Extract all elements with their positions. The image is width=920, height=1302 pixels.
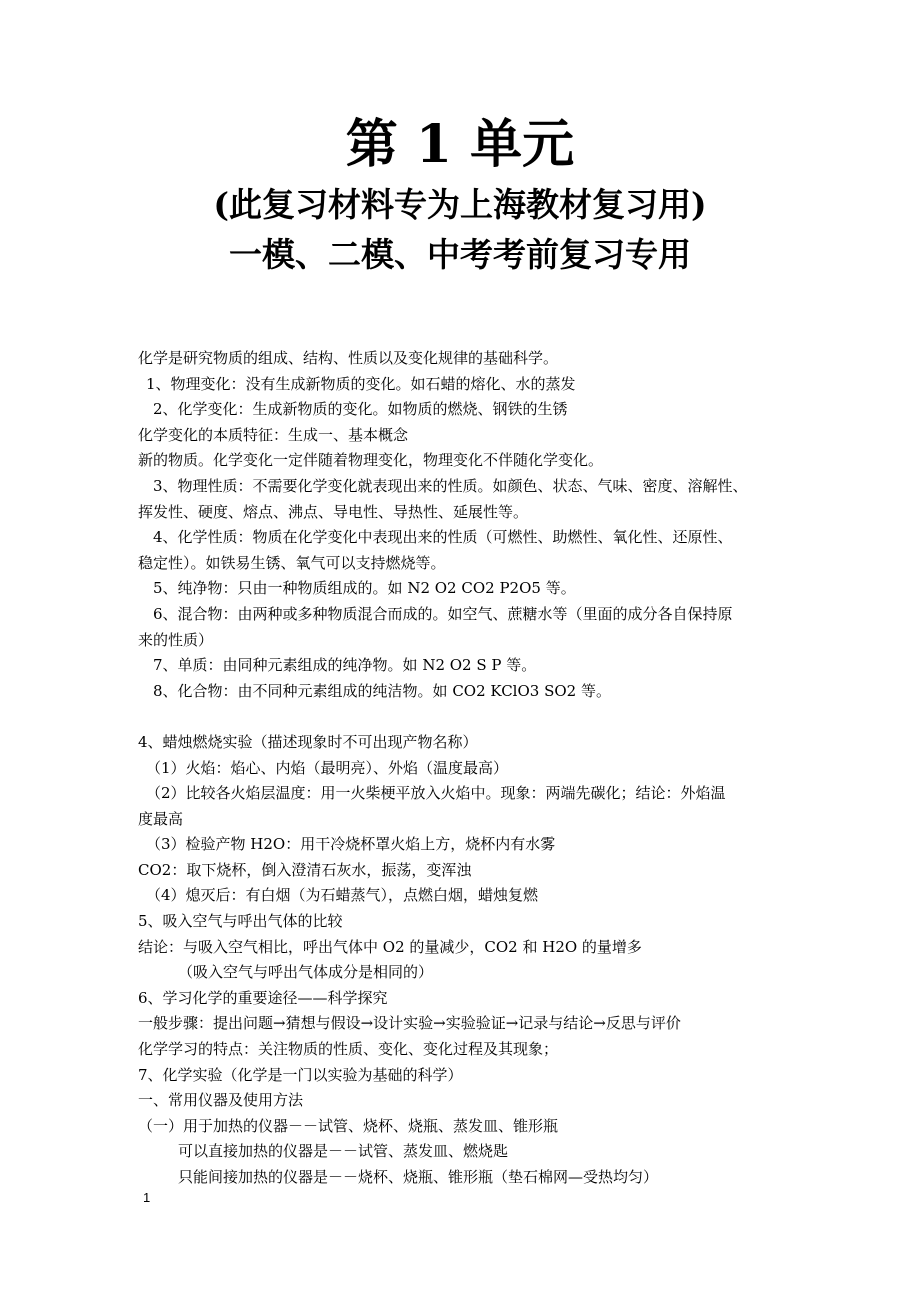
text-line: 化学是研究物质的组成、结构、性质以及变化规律的基础科学。	[138, 349, 559, 367]
text-line: 8、化合物：由不同种元素组成的纯洁物。如 CO2 KClO3 SO2 等。	[153, 681, 611, 700]
text-line: 来的性质）	[138, 630, 214, 649]
text-line: 5、吸入空气与呼出气体的比较	[138, 912, 343, 931]
text-line: （吸入空气与呼出气体成分是相同的）	[178, 963, 434, 982]
text-line: 6、学习化学的重要途径——科学探究	[138, 988, 388, 1007]
document-body	[138, 346, 798, 1191]
text-line: 化学学习的特点：关注物质的性质、变化、变化过程及其现象；	[138, 1040, 559, 1059]
text-line: 可以直接加热的仪器是－－试管、蒸发皿、燃烧匙	[178, 1142, 509, 1161]
text-line: 4、化学性质：物质在化学变化中表现出来的性质（可燃性、助燃性、氧化性、还原性、	[153, 528, 733, 547]
text-line	[138, 704, 798, 730]
text-line: 4、蜡烛燃烧实验（描述现象时不可出现产物名称）	[138, 732, 478, 751]
text-line: （一）用于加热的仪器－－试管、烧杯、烧瓶、蒸发皿、锥形瓶	[138, 1116, 559, 1135]
text-line: 7、化学实验（化学是一门以实验为基础的科学）	[138, 1065, 463, 1084]
text-line: CO2：取下烧杯，倒入澄清石灰水，振荡，变浑浊	[138, 860, 472, 879]
text-line: 3、物理性质：不需要化学变化就表现出来的性质。如颜色、状态、气味、密度、溶解性、	[153, 476, 748, 495]
page-title: 第 1 单元	[345, 114, 575, 175]
text-line: 7、单质：由同种元素组成的纯净物。如 N2 O2 S P 等。	[153, 656, 537, 675]
text-line: 1、物理变化：没有生成新物质的变化。如石蜡的熔化、水的蒸发	[146, 374, 576, 393]
text-line: 一般步骤：提出问题→猜想与假设→设计实验→实验验证→记录与结论→反思与评价	[138, 1014, 681, 1033]
text-line: 2、化学变化：生成新物质的变化。如物质的燃烧、钢铁的生锈	[153, 400, 568, 419]
text-line: 5、纯净物：只由一种物质组成的。如 N2 O2 CO2 P2O5 等。	[153, 579, 576, 598]
text-line: 6、混合物：由两种或多种物质混合而成的。如空气、蔗糖水等（里面的成分各自保持原	[153, 604, 733, 623]
text-line: （2）比较各火焰层温度：用一火柴梗平放入火焰中。现象：两端先碳化；结论：外焰温	[146, 784, 726, 803]
text-line: （1）火焰：焰心、内焰（最明亮）、外焰（温度最高）	[146, 758, 509, 777]
text-line: （4）熄灭后：有白烟（为石蜡蒸气），点燃白烟，蜡烛复燃	[146, 886, 539, 905]
text-line: 度最高	[138, 809, 184, 828]
text-line: 稳定性）。如铁易生锈、氧气可以支持燃烧等。	[138, 553, 446, 572]
text-line: 结论：与吸入空气相比，呼出气体中 O2 的量减少，CO2 和 H2O 的量增多	[138, 937, 642, 956]
text-line: （3）检验产物 H2O：用干冷烧杯罩火焰上方，烧杯内有水雾	[146, 835, 556, 854]
page-number: 1	[143, 1190, 151, 1205]
text-line: 一、常用仪器及使用方法	[138, 1091, 304, 1110]
text-line: 挥发性、硬度、熔点、沸点、导电性、导热性、延展性等。	[138, 502, 529, 521]
subtitle-1: (此复习材料专为上海教材复习用)	[213, 185, 707, 224]
title-block	[0, 110, 920, 280]
text-line: 化学变化的本质特征：生成一、基本概念	[138, 425, 409, 444]
subtitle-2: 一模、二模、中考考前复习专用	[229, 235, 691, 274]
text-line: 新的物质。化学变化一定伴随着物理变化，物理变化不伴随化学变化。	[138, 451, 604, 470]
text-line: 只能间接加热的仪器是－－烧杯、烧瓶、锥形瓶（垫石棉网—受热均匀）	[178, 1168, 659, 1186]
